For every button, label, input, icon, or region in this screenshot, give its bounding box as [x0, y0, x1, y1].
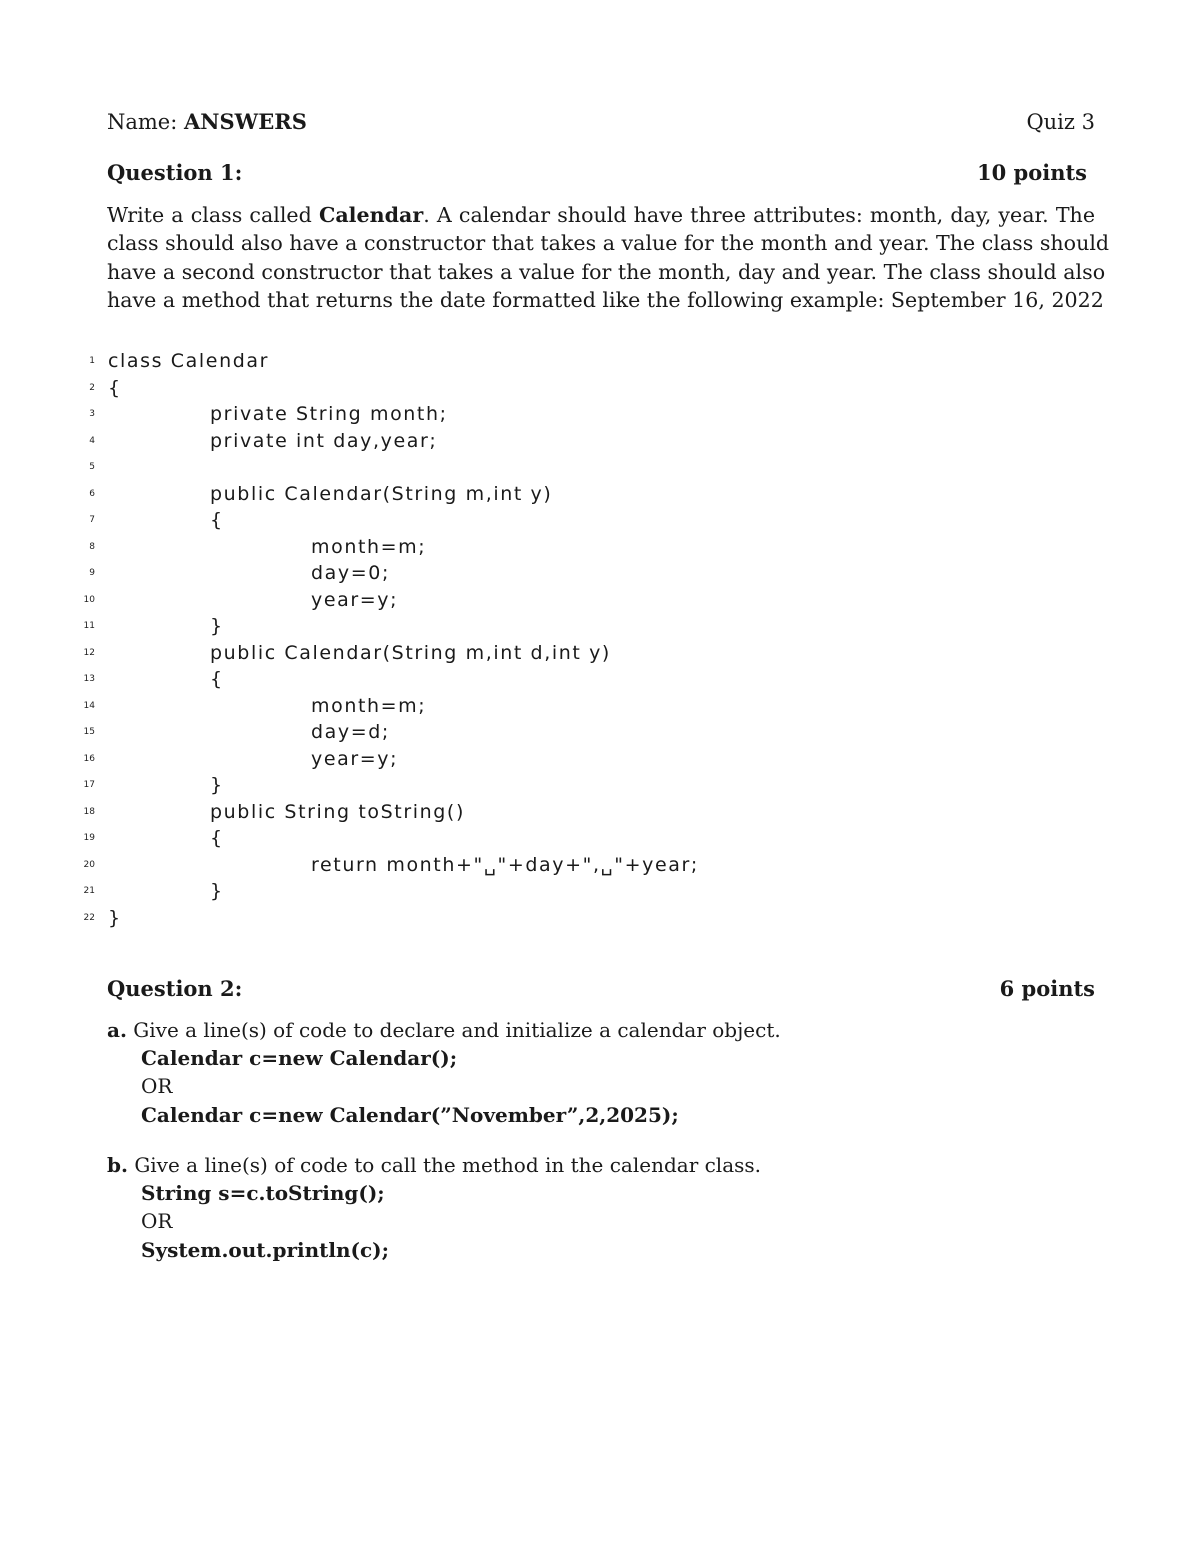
name-value: ANSWERS: [184, 109, 307, 134]
code-line: [0, 746, 1200, 773]
question-1-header: [107, 161, 1087, 185]
code-line-number: 6: [89, 488, 95, 499]
code-line-number: 13: [83, 674, 95, 684]
code-line: [0, 772, 1200, 799]
code-line-number: 2: [89, 382, 95, 393]
code-line-number: 15: [83, 727, 95, 737]
code-line-text: }: [210, 880, 224, 902]
code-line: [0, 693, 1200, 720]
code-line-text: }: [210, 774, 224, 796]
code-line-text: private int day,year;: [210, 429, 438, 452]
code-line-number: 22: [83, 912, 95, 923]
code-line: [0, 560, 1200, 587]
code-line-number: 12: [83, 647, 95, 658]
code-line-text: year=y;: [311, 747, 399, 770]
question-2-title: Question 2:: [107, 976, 243, 1001]
code-line-text: public String toString(): [210, 800, 465, 823]
code-line: [0, 825, 1200, 852]
code-line-text: month=m;: [311, 535, 427, 558]
class-name-emphasis: Calendar: [318, 203, 424, 227]
code-line-number: 11: [83, 621, 95, 631]
question-1-line: Write a class called Calendar. A calendar should have three attributes: month, day, year. The: [107, 203, 1096, 227]
code-line-text: public Calendar(String m,int y): [210, 482, 553, 505]
code-line-number: 10: [83, 594, 95, 605]
code-line-number: 3: [89, 409, 95, 419]
code-line: [0, 428, 1200, 455]
name-field: [107, 110, 307, 134]
question-1-line: have a method that returns the date formatted like the following example: September 16, 2022: [107, 288, 1104, 313]
code-line: [0, 534, 1200, 561]
part-a-or: OR: [141, 1074, 173, 1098]
code-line-text: month=m;: [311, 694, 427, 717]
part-a-text: Give a line(s) of code to declare and initialize a calendar object.: [133, 1018, 781, 1042]
code-line: [0, 719, 1200, 746]
code-line: [0, 481, 1200, 508]
code-line: [0, 799, 1200, 826]
question-1-title: Question 1:: [107, 160, 243, 185]
part-b-label: b.: [107, 1153, 128, 1177]
part-b-prompt: [107, 1151, 761, 1179]
question-1-text: [107, 201, 1110, 315]
quiz-label: Quiz 3: [1026, 110, 1095, 134]
code-line-text: {: [210, 827, 224, 849]
code-line: [0, 878, 1200, 905]
question-2-points: 6 points: [999, 976, 1095, 1001]
code-line: [0, 666, 1200, 693]
code-line-text: day=d;: [311, 721, 390, 743]
code-line: [0, 375, 1200, 402]
question-1-points: 10 points: [977, 160, 1087, 185]
code-line-text: }: [210, 615, 224, 637]
page-header: [107, 110, 1095, 134]
question-1-line: have a second constructor that takes a value for the month, day and year. The class should also: [107, 259, 1106, 284]
code-line-number: 21: [83, 886, 95, 896]
code-line-number: 17: [83, 780, 95, 790]
code-line-text: year=y;: [311, 588, 399, 611]
code-line: [0, 613, 1200, 640]
code-line-number: 5: [89, 462, 95, 472]
question-2-header: [107, 977, 1095, 1001]
code-line: [0, 852, 1200, 879]
part-a-answer-2: Calendar c=new Calendar(”November”,2,2025);: [141, 1103, 679, 1127]
code-line-number: 4: [89, 435, 95, 446]
code-line-number: 14: [83, 700, 95, 711]
question-1-line: class should also have a constructor that takes a value for the month and year. The class should: [107, 231, 1110, 256]
code-line-number: 20: [83, 859, 95, 870]
code-line-number: 18: [83, 806, 95, 817]
code-line-text: {: [210, 509, 224, 531]
code-line-text: {: [108, 376, 122, 399]
code-line-text: {: [210, 668, 224, 690]
code-line-number: 19: [83, 833, 95, 843]
code-line: [0, 905, 1200, 932]
part-b-text: Give a line(s) of code to call the method in the calendar class.: [134, 1153, 762, 1177]
part-b-or: OR: [141, 1209, 173, 1233]
code-line-number: 7: [89, 515, 95, 525]
code-line-text: private String month;: [210, 403, 448, 425]
code-line: [0, 507, 1200, 534]
part-a-label: a.: [107, 1018, 127, 1042]
code-line: [0, 640, 1200, 667]
code-line-number: 9: [89, 568, 95, 578]
part-b-answer-2: System.out.println(c);: [141, 1238, 390, 1262]
code-line: [0, 587, 1200, 614]
code-line-number: 16: [83, 753, 95, 764]
code-line-number: 1: [89, 356, 95, 366]
code-line: [0, 401, 1200, 428]
part-a-answer-1: Calendar c=new Calendar();: [141, 1046, 458, 1070]
code-line-text: day=0;: [311, 562, 390, 584]
name-label: Name:: [107, 110, 178, 134]
code-line: [0, 454, 1200, 481]
part-a-prompt: [107, 1016, 781, 1044]
code-line-text: }: [108, 906, 122, 929]
code-line-number: 8: [89, 541, 95, 552]
code-line: [0, 348, 1200, 375]
code-line-text: public Calendar(String m,int d,int y): [210, 641, 611, 664]
code-line-text: return month+"␣"+day+",␣"+year;: [311, 853, 699, 876]
part-b-answer-1: String s=c.toString();: [141, 1181, 385, 1205]
code-line-text: class Calendar: [108, 350, 270, 372]
